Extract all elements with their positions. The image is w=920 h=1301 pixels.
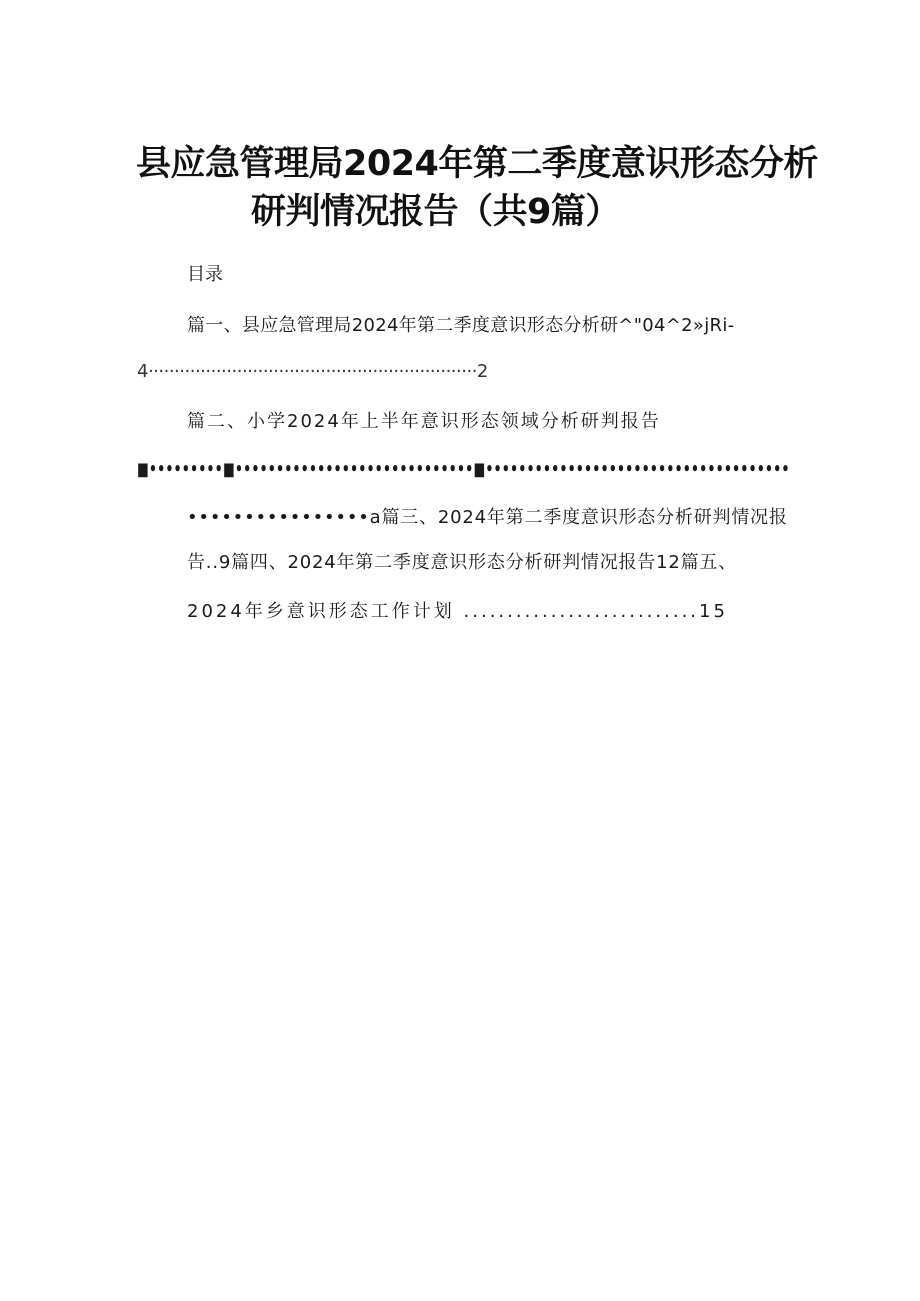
toc-entry-2[interactable]: 篇二、小学2024年上半年意识形态领域分析研判报告 [187, 411, 661, 432]
toc-entry-3[interactable]: ••••••••••••••••a篇三、2024年第二季度意识形态分析研判情况报 [187, 507, 788, 528]
toc-entry-5[interactable] [187, 599, 728, 625]
toc-heading: 目录 [187, 264, 223, 285]
toc-entry-5-text: 2024年乡意识形态工作计划 ...........................15 [187, 601, 728, 622]
toc-bullet-row [137, 457, 790, 483]
title-line-1: 县应急管理局2024年第二季度意识形态分析 [136, 144, 818, 184]
title-line-2: 研判情况报告（共9篇） [251, 192, 620, 232]
toc-entry-1-page[interactable] [137, 359, 488, 385]
toc-dot-leader: 4·······························································2 [137, 361, 488, 382]
toc-entry-4[interactable]: 告..9篇四、2024年第二季度意识形态分析研判情况报告12篇五、 [187, 552, 738, 573]
toc-entry-1[interactable]: 篇一、县应急管理局2024年第二季度意识形态分析研^"04^2»jRi- [187, 315, 735, 336]
toc-bullet-leader: ■•••••••••■•••••••••••••••••••••••••••••■••••••••••••••••••••••••••••••••••••• [137, 459, 790, 480]
document-title [136, 140, 818, 236]
